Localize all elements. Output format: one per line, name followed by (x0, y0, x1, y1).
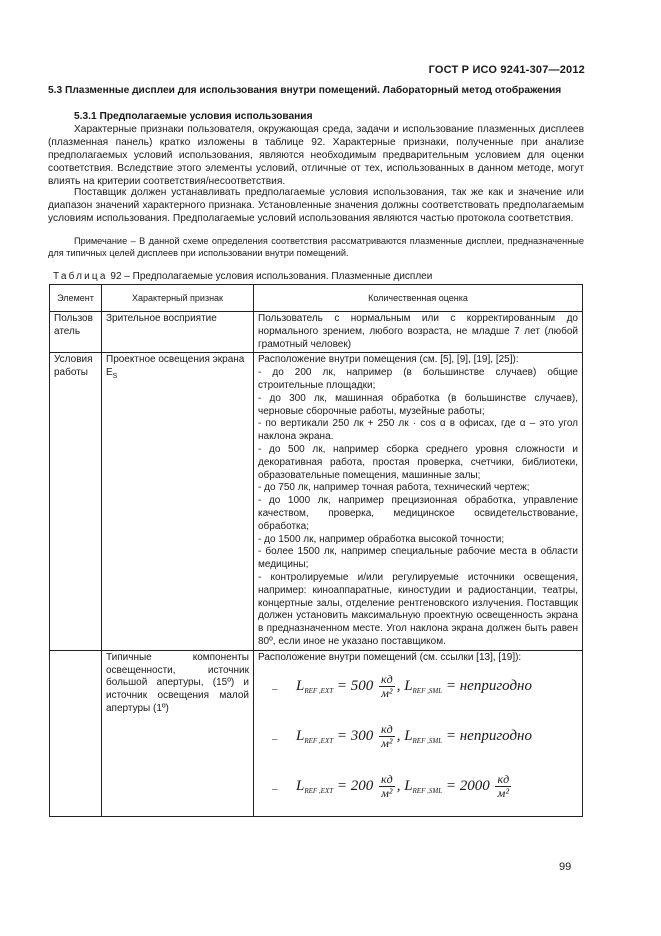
row-conditions-value (254, 353, 583, 650)
conditions-table (49, 284, 583, 817)
formula (258, 765, 578, 815)
table-caption (53, 271, 432, 282)
formula-dash: – (272, 732, 278, 745)
formula (258, 715, 578, 765)
formula-rhs: = непригодно (445, 677, 532, 694)
formula-dash: – (272, 782, 278, 795)
row-user-value: Пользователь с нормальным или с корректированным до нормального зрением, любого возраста, не младше 7 лет (любой грамотный человек) (254, 312, 583, 353)
value-line: - до 750 лк, например точная работа, технический чертеж; (258, 482, 530, 494)
formula-dash: – (272, 682, 278, 695)
section-title: 5.3 Плазменные дисплеи для использования внутри помещений. Лабораторный метод отображения (48, 85, 562, 96)
row-components-value (254, 650, 583, 816)
row-conditions-feature (102, 353, 254, 650)
components-intro: Расположение внутри помещений (см. ссылки [13], [19]): (258, 651, 522, 663)
formula-rhs: = непригодно (445, 727, 532, 744)
unit-fraction (379, 673, 395, 700)
col-header-value: Количественная оценка (254, 285, 583, 312)
unit-fraction (379, 773, 395, 800)
unit-den: м² (381, 785, 393, 800)
value-line: - до 500 лк, например сборка среднего уровня сложности и декоративная работа, простая проверка, счетчики, библиотеки, образовательные помещения, машинные залы; (258, 443, 578, 481)
formula-rhs: = 2000 (445, 777, 490, 794)
subscript-ext: REF ,EXT (304, 736, 334, 745)
row-user-feature: Зрительное восприятие (102, 312, 254, 353)
value-line: Расположение внутри помещения (см. [5], [9], [19], [25]): (258, 354, 519, 366)
unit-fraction (495, 773, 511, 800)
symbol-l: L (296, 677, 305, 694)
row-components-feature: Типичные компоненты освещенности, источник большой апертуры, (15º) и источник освещения малой апертуры (1º) (102, 650, 254, 816)
formula-value: = 200 (336, 777, 374, 794)
table-header-row (50, 285, 583, 312)
page-number: 99 (559, 861, 572, 873)
formula (258, 665, 578, 715)
formula-expression (296, 773, 513, 800)
feature-subscript: S (112, 373, 118, 381)
value-line: - до 300 лк, машинная обработка (в большинстве случаев), черновые сборочные работы, музейные работы; (258, 392, 578, 417)
row-components-element (50, 650, 102, 816)
col-header-element: Элемент (50, 285, 102, 312)
unit-den: м² (381, 735, 393, 750)
value-line: - до 1500 лк, например обработка высокой точности; (258, 533, 505, 545)
symbol-l: L (404, 777, 413, 794)
table-caption-word: Таблица (53, 271, 108, 282)
unit-num: кд (381, 721, 393, 736)
row-conditions-element: Условия работы (50, 353, 102, 650)
value-line: - до 200 лк, например (в большинстве случаев) общие строительные площадки; (258, 367, 578, 391)
separator: , (396, 777, 401, 794)
formula-value: = 300 (336, 727, 374, 744)
paragraph-1: Характерные признаки пользователя, окружающая среда, задачи и использование плазменных дисплеев (плазменная панель) кратко изложены в таблице 92. Характерные признаки, полученные при анализе предполагаемых условий использования, являются необходимым предварительным условием для оценки соответствия. Вследствие этого элементы условий, отличные от тех, использованных в данном методе, могут влиять на критерии соответствия/несоответствия. (48, 124, 584, 187)
separator: , (396, 677, 401, 694)
unit-den: м² (497, 785, 509, 800)
separator: , (396, 727, 401, 744)
value-line: - более 1500 лк, например специальные рабочие места в области медицины; (258, 546, 578, 571)
feature-text: Проектное освещения экрана E (106, 354, 245, 379)
row-user-element: Пользователь (50, 312, 102, 353)
symbol-l: L (404, 677, 413, 694)
unit-num: кд (497, 771, 510, 786)
paragraph-2: Поставщик должен устанавливать предполагаемые условия использования, так же как и значение или диапазон значений характерного признака. Установленные значения должны соответствовать предполагаемым условиям использования. Предполагаемые условий использования являются частью протокола соответствия. (48, 187, 584, 224)
formula-value: = 500 (336, 677, 374, 694)
subscript-sml: REF ,SML (412, 786, 443, 795)
unit-fraction (379, 723, 395, 750)
symbol-l: L (296, 727, 305, 744)
unit-num: кд (381, 671, 393, 686)
subscript-ext: REF ,EXT (304, 686, 334, 695)
subscript-ext: REF ,EXT (304, 786, 334, 795)
standard-header: ГОСТ Р ИСО 9241-307—2012 (428, 64, 585, 76)
symbol-l: L (296, 777, 305, 794)
table-row (50, 650, 583, 816)
value-line: - до 1000 лк, например прецизионная обработка, управление качеством, проверка, медицинское освидетельствование, обработка; (258, 495, 578, 532)
subscript-sml: REF ,SML (412, 736, 443, 745)
value-line: - контролируемые и/или регулируемые источники освещения, например: киноаппаратные, киностудии и радиостанции, театры, концертные залы, отделение рентгеновского излучения. Поставщик должен установить максимальную проектную освещенность экрана в предназначенном месте. Угол наклона экрана должен быть равен 80º, если иное не указано поставщиком. (258, 571, 578, 647)
formula-expression (296, 673, 532, 700)
formula-expression (296, 723, 532, 750)
symbol-l: L (404, 727, 413, 744)
unit-den: м² (381, 685, 393, 700)
table-row (50, 353, 583, 650)
unit-num: кд (381, 771, 393, 786)
subsection-title: 5.3.1 Предполагаемые условия использования (74, 111, 313, 122)
subscript-sml: REF ,SML (412, 686, 443, 695)
table-row (50, 312, 583, 353)
value-line: - по вертикали 250 лк + 250 лк · cos α в офисах, где α – это угол наклона экрана. (258, 418, 578, 443)
col-header-feature: Характерный признак (102, 285, 254, 312)
table-caption-text: 92 – Предполагаемые условия использования. Плазменные дисплеи (110, 271, 433, 282)
note: Примечание – В данной схеме определения соответствия рассматриваются плазменные дисплеи, предназначенные для типичных целей дисплеев при использовании внутри помещений. (48, 236, 584, 258)
